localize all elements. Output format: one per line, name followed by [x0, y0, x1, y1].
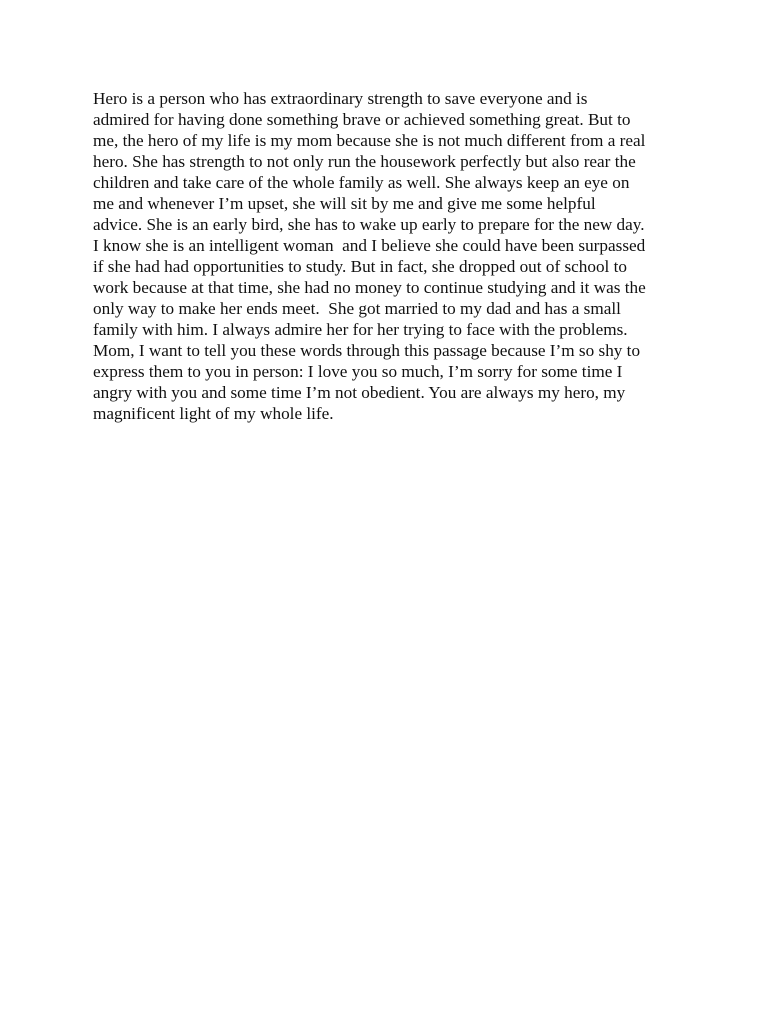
- text-line: children and take care of the whole family as well. She always keep an eye on: [93, 173, 630, 192]
- text-line: express them to you in person: I love you so much, I’m sorry for some time I: [93, 362, 623, 381]
- text-line: me, the hero of my life is my mom because she is not much different from a real: [93, 131, 646, 150]
- text-line: I know she is an intelligent woman and I believe she could have been surpassed: [93, 236, 646, 255]
- text-line: me and whenever I’m upset, she will sit by me and give me some helpful: [93, 194, 596, 213]
- text-line: family with him. I always admire her for her trying to face with the problems.: [93, 320, 628, 339]
- text-line: work because at that time, she had no money to continue studying and it was the: [93, 278, 646, 297]
- text-line: angry with you and some time I’m not obedient. You are always my hero, my: [93, 383, 626, 402]
- text-line: Hero is a person who has extraordinary strength to save everyone and is: [93, 89, 588, 108]
- text-line: hero. She has strength to not only run the housework perfectly but also rear the: [93, 152, 636, 171]
- text-line: only way to make her ends meet. She got married to my dad and has a small: [93, 299, 621, 318]
- text-line: Mom, I want to tell you these words through this passage because I’m so shy to: [93, 341, 641, 360]
- text-line: advice. She is an early bird, she has to wake up early to prepare for the new day.: [93, 215, 645, 234]
- text-line: if she had had opportunities to study. But in fact, she dropped out of school to: [93, 257, 628, 276]
- essay-paragraph: [93, 88, 693, 424]
- text-line: admired for having done something brave or achieved something great. But to: [93, 110, 631, 129]
- text-line: magnificent light of my whole life.: [93, 404, 334, 423]
